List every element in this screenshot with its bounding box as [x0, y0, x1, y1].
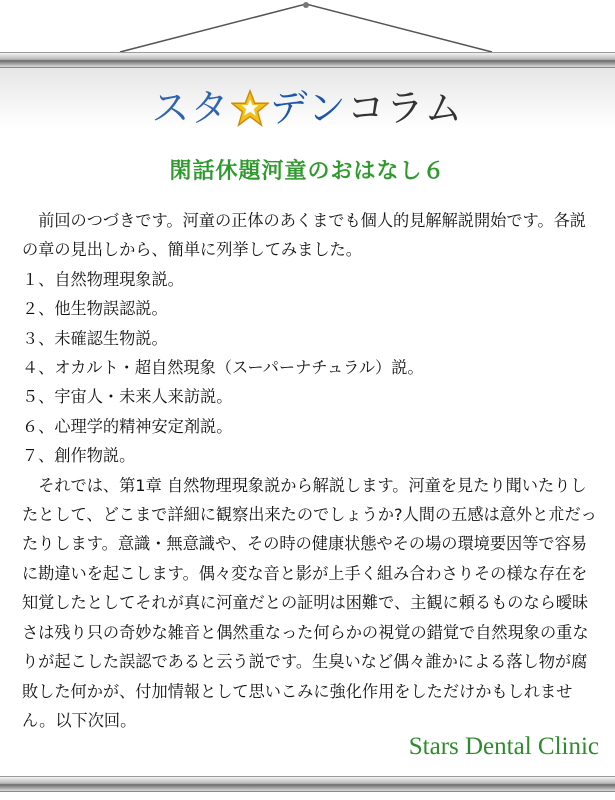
top-scroll-rod — [0, 52, 615, 68]
list-item: ４、オカルト・超自然現象（スーパーナチュラル）説。 — [22, 358, 424, 378]
logo-text-den: デン — [269, 86, 347, 130]
article-body — [22, 206, 602, 735]
list-item: ３、未確認生物説。 — [22, 328, 168, 348]
logo-text-column: コラム — [346, 86, 464, 130]
list-item: ５、宇宙人・未来人来訪説。 — [22, 387, 233, 407]
list-item: ７、創作物説。 — [22, 446, 136, 466]
bottom-scroll-rod — [0, 776, 615, 792]
star-icon — [231, 89, 269, 127]
article-title: 閑話休題河童のおはなし６ — [169, 159, 446, 184]
list-item: ６、心理学的精神安定剤説。 — [22, 416, 233, 436]
hanging-string — [0, 0, 615, 60]
column-logo — [0, 84, 615, 132]
intro-paragraph: 前回のつづきです。河童の正体のあくまでも個人的見解解説開始です。各説の章の見出しから、簡単に列挙してみました。 — [22, 211, 586, 260]
logo-text-sta: スタ — [151, 86, 230, 130]
clinic-name: Stars Dental Clinic — [408, 733, 599, 760]
list-item: ２、他生物誤認説。 — [22, 299, 168, 319]
closing-paragraph: それでは、第1章 自然物理現象説から解説します。河童を見たり聞いたりしたとして、どこまで詳細に観察出来たのでしょうか?人間の五感は意外と朮だったりします。意識・無意識や、その時の健康状態やその場の環境要因等で容易に勘違いを起こします。偶々変な音と影が上手く組み合わさりその様な存在を知覚したとしてそれが真に河童だとの証明は困難で、主観に頼るものなら曖昧さは残り只の奇妙な雑音と偶然重なった何らかの視覚の錯覚で自然現象の重なりが起こした誤認であると云う説です。生臭いなど偶々誰かによる落し物が腐敗した何かが、付加情報として思いこみに強化作用をしただけかもしれません。以下次回。 — [22, 475, 597, 730]
list-item: １、自然物理現象説。 — [22, 269, 184, 289]
